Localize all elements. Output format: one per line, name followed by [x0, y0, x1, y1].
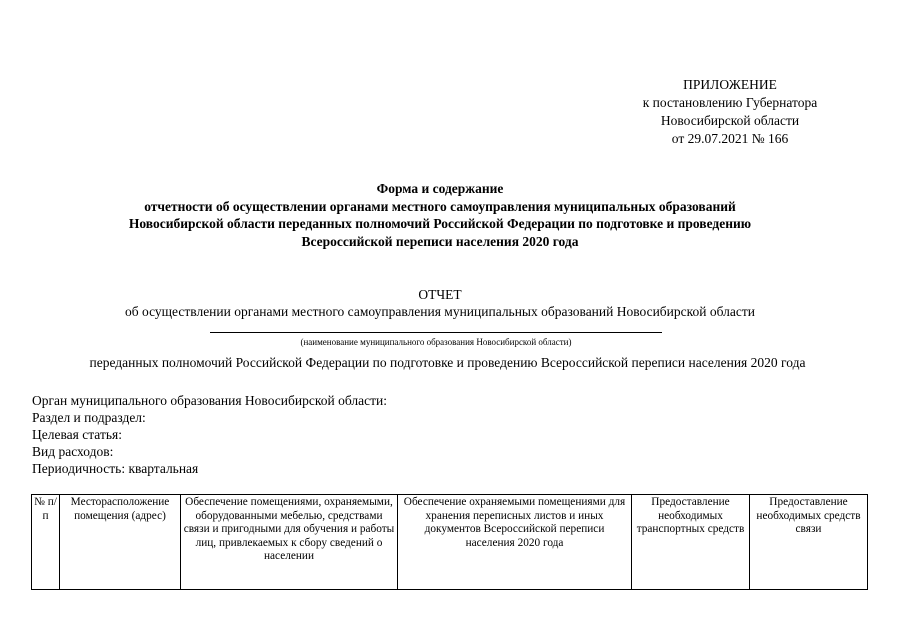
field-expense: Вид расходов: — [32, 444, 114, 459]
header-communication: Предоставление необходимых средств связи — [750, 495, 868, 590]
header-storage-premises: Обеспечение охраняемыми помещениями для хранения переписных листов и иных документов Всероссийской переписи населения 2020 года — [398, 495, 632, 590]
form-title-line-2: отчетности об осуществлении органами местного самоуправления муниципальных образований — [144, 198, 736, 214]
report-heading — [20, 286, 860, 320]
header-work-premises: Обеспечение помещениями, охраняемыми, оборудованными мебелью, средствами связи и пригодными для обучения и работы лиц, привлекаемых к сбору сведений о населении — [181, 495, 398, 590]
appendix-line-2: Новосибирской области — [660, 113, 800, 128]
field-organ: Орган муниципального образования Новосибирской области: — [32, 393, 387, 408]
report-subtitle: об осуществлении органами местного самоуправления муниципальных образований Новосибирской области — [125, 304, 755, 319]
municipality-name-line — [210, 332, 662, 333]
report-table — [31, 494, 868, 590]
report-title: ОТЧЕТ — [418, 287, 462, 302]
form-title-line-1: Форма и содержание — [376, 181, 504, 196]
header-transport: Предоставление необходимых транспортных средств — [632, 495, 750, 590]
form-title-block — [60, 180, 820, 250]
field-section: Раздел и подраздел: — [32, 410, 146, 425]
appendix-title: ПРИЛОЖЕНИЕ — [683, 77, 777, 92]
appendix-line-1: к постановлению Губернатора — [642, 95, 818, 110]
form-title-line-4: Всероссийской переписи населения 2020 года — [301, 233, 579, 249]
table-header-row — [32, 495, 868, 590]
transferred-powers-line: переданных полномочий Российской Федерации по подготовке и проведению Всероссийской переписи населения 2020 года — [89, 355, 806, 370]
form-title-line-3: Новосибирской области переданных полномочий Российской Федерации по подготовке и проведению — [128, 216, 752, 231]
municipality-name-hint: (наименование муниципального образования Новосибирской области) — [300, 337, 572, 347]
field-periodicity: Периодичность: квартальная — [32, 461, 199, 476]
report-fields — [32, 392, 387, 477]
appendix-line-3: от 29.07.2021 № 166 — [671, 131, 789, 146]
header-location: Месторасположение помещения (адрес) — [60, 495, 181, 590]
header-number: № п/п — [32, 495, 60, 590]
appendix-block — [600, 76, 860, 148]
field-target: Целевая статья: — [32, 427, 122, 442]
